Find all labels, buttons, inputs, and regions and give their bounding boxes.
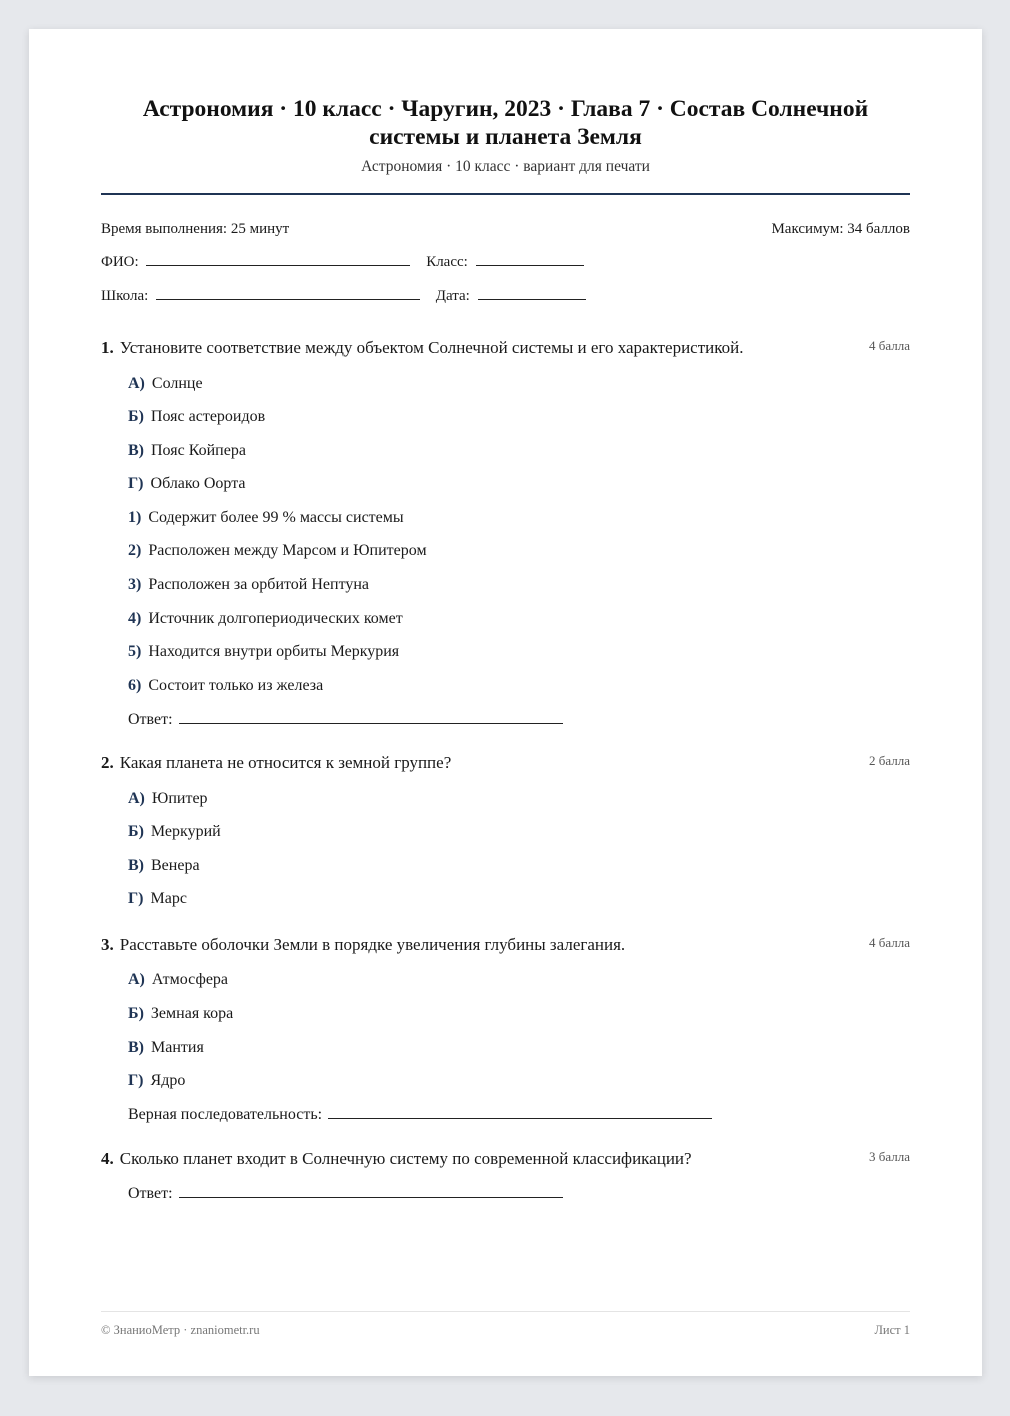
option-letter: В) [128,442,144,459]
question-3-header [101,935,910,955]
option [128,541,427,560]
answer-row [128,710,563,729]
school-label: Школа: [101,288,149,304]
option-text: Мантия [151,1039,204,1056]
school-field[interactable] [156,287,420,300]
option-letter: 5) [128,643,142,660]
option-text: Юпитер [151,790,208,807]
question-3 [101,935,910,1123]
footer-copyright: © ЗнаниоМетр · znaniometr.ru [101,1323,260,1337]
footer-page-number: Лист 1 [874,1323,910,1337]
question-points: 4 балла [869,338,910,353]
fio-field[interactable] [146,253,410,266]
answer-label: Ответ: [128,711,173,728]
option-letter: Б) [128,823,144,840]
option [128,374,203,393]
question-1 [101,338,910,728]
question-text: Расставьте оболочки Земли в порядке увеличения глубины залегания. [119,935,626,954]
option-text: Солнце [151,375,203,392]
max-score: Максимум: 34 баллов [771,221,910,237]
option-text: Расположен за орбитой Нептуна [148,576,370,593]
option-letter: А) [128,375,145,392]
question-number: 4. [101,1149,114,1168]
answer-label: Верная последовательность: [128,1106,323,1123]
page-header [101,95,910,176]
fio-label: ФИО: [101,254,139,270]
option-letter: Б) [128,1005,144,1022]
question-number: 3. [101,935,114,954]
option [128,1038,204,1057]
option-text: Содержит более 99 % массы системы [148,509,404,526]
option-letter: 6) [128,677,142,694]
question-text: Какая планета не относится к земной группе? [119,753,452,772]
question-points: 2 балла [869,753,910,768]
option-letter: Г) [128,475,144,492]
option-text: Меркурий [150,823,221,840]
option-text: Находится внутри орбиты Меркурия [148,643,400,660]
meta-school-row [101,287,910,305]
option [128,889,187,908]
answer-field[interactable] [179,1185,563,1198]
option-letter: А) [128,790,145,807]
option [128,441,246,460]
option-text: Земная кора [150,1005,234,1022]
answer-row [128,1184,563,1203]
footer-divider [101,1311,910,1312]
question-1-header [101,338,910,358]
question-4-header [101,1149,910,1169]
page-title: Астрономия · 10 класс · Чаругин, 2023 · Глава 7 · Состав Солнечной системы и планета Земля [142,96,869,150]
option [128,609,403,628]
class-field[interactable] [476,253,584,266]
option [128,970,228,989]
option-letter: Г) [128,1072,144,1089]
option-letter: 4) [128,610,142,627]
question-2-header [101,753,910,773]
option-letter: Б) [128,408,144,425]
question-number: 2. [101,753,114,772]
option-text: Венера [151,857,200,874]
option [128,822,221,841]
class-label: Класс: [426,254,468,270]
option [128,789,208,808]
question-4 [101,1149,910,1202]
option [128,575,369,594]
option-text: Марс [150,890,187,907]
option-letter: Г) [128,890,144,907]
answer-row [128,1105,712,1124]
option-letter: А) [128,971,145,988]
question-points: 4 балла [869,935,910,950]
option [128,474,246,493]
option-text: Расположен между Марсом и Юпитером [148,542,427,559]
question-text: Установите соответствие между объектом Солнечной системы и его характеристикой. [119,338,744,357]
question-number: 1. [101,338,114,357]
answer-field[interactable] [328,1106,712,1119]
date-label: Дата: [435,288,470,304]
page-footer [101,1323,910,1338]
option-letter: 3) [128,576,142,593]
question-2 [101,753,910,907]
question-text: Сколько планет входит в Солнечную систему по современной классификации? [119,1149,692,1168]
page-subtitle: Астрономия · 10 класс · вариант для печати [361,158,650,175]
option-letter: 1) [128,509,142,526]
meta-name-row [101,253,910,271]
option-text: Состоит только из железа [148,677,324,694]
option [128,676,323,695]
option [128,856,200,875]
option-text: Облако Оорта [150,475,246,492]
option [128,1004,233,1023]
option-text: Ядро [150,1072,186,1089]
option-text: Пояс астероидов [150,408,266,425]
option [128,642,399,661]
option-letter: В) [128,857,144,874]
option-text: Атмосфера [151,971,229,988]
worksheet-page [29,29,982,1376]
option-letter: 2) [128,542,142,559]
time-limit: Время выполнения: 25 минут [101,221,290,237]
answer-label: Ответ: [128,1185,173,1202]
option-text: Пояс Койпера [151,442,246,459]
option [128,1071,185,1090]
answer-field[interactable] [179,711,563,724]
option [128,407,265,426]
option-text: Источник долгопериодических комет [148,610,403,627]
option [128,508,404,527]
question-points: 3 балла [869,1149,910,1164]
header-divider [101,193,910,195]
meta-time-row [101,220,910,238]
date-field[interactable] [478,287,586,300]
option-letter: В) [128,1039,144,1056]
